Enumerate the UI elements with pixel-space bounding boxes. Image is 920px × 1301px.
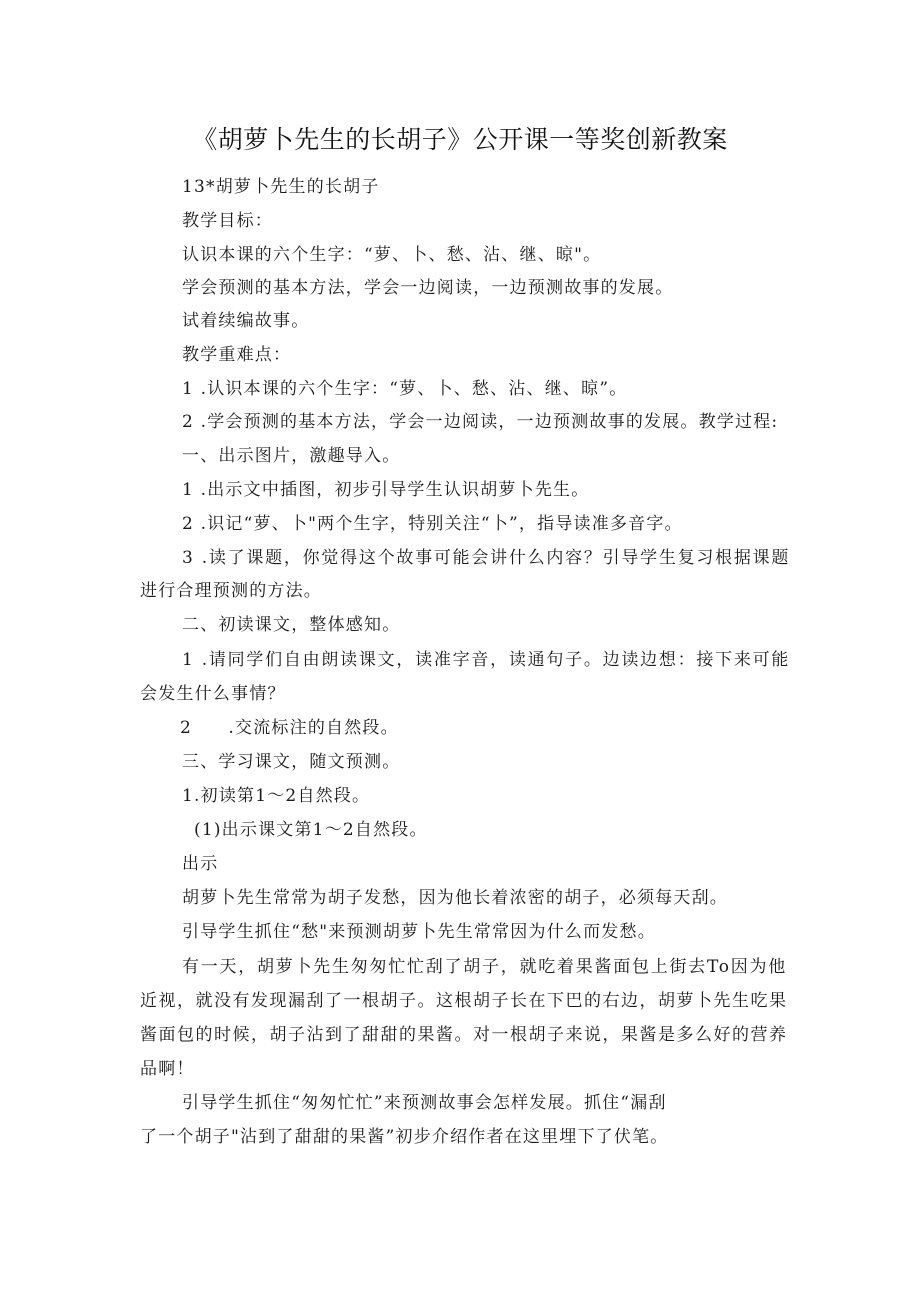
label-show: 出示: [182, 854, 219, 874]
section-heading: 二、初读课文，整体感知。: [182, 615, 401, 635]
section-heading: 一、出示图片，激趣导入。: [182, 446, 401, 466]
list-item: 2 .识记“萝、卜"两个生字，特别关注“卜”，指导读准多音字。: [182, 514, 683, 534]
quoted-text: 酱面包的时候，胡子沾到了甜甜的果酱。对一根胡子来说，果酱是多么好的营养: [140, 1025, 788, 1045]
section-label-key-points: 教学重难点：: [182, 345, 292, 365]
list-item: 2 .学会预测的基本方法，学会一边阅读，一边预测故事的发展。教学过程:: [182, 412, 779, 432]
paragraph: 引导学生抓住“愁"来预测胡萝卜先生常常因为什么而发愁。: [182, 922, 656, 942]
sub-list-item: (1)出示课文第1～2自然段。: [194, 820, 428, 840]
section-label-objectives: 教学目标：: [182, 211, 273, 231]
quoted-text: 有一天，胡萝卜先生匆匆忙忙刮了胡子，就吃着果酱面包上街去To因为他: [182, 957, 788, 977]
quoted-text: 胡萝卜先生常常为胡子发愁，因为他长着浓密的胡子，必须每天刮。: [182, 888, 728, 908]
quoted-text: 近视，就没有发现漏刮了一根胡子。这根胡子长在下巴的右边，胡萝卜先生吃果: [140, 991, 788, 1011]
quoted-text: 品啊！: [140, 1059, 195, 1079]
list-item: 1 .认识本课的六个生字：“萝、卜、愁、沾、继、晾”。: [182, 379, 628, 399]
paragraph: 认识本课的六个生字：“萝、卜、愁、沾、继、晾"。: [182, 245, 602, 265]
list-item: 3 .读了课题，你觉得这个故事可能会讲什么内容？引导学生复习根据课题: [182, 548, 791, 568]
lesson-heading: 13*胡萝卜先生的长胡子: [182, 177, 380, 197]
list-item: 1 .请同学们自由朗读课文，读准字音，读通句子。边读边想：接下来可能: [182, 650, 791, 670]
paragraph: 了一个胡子"沾到了甜甜的果酱”初步介绍作者在这里埋下了伏笔。: [140, 1127, 669, 1147]
paragraph: 学会预测的基本方法，学会一边阅读，一边预测故事的发展。: [182, 278, 674, 298]
list-item: 2 .交流标注的自然段。: [180, 718, 399, 738]
list-item: 1.初读第1～2自然段。: [182, 786, 371, 806]
paragraph: 引导学生抓住“匆匆忙忙”来预测故事会怎样发展。抓住“漏刮: [182, 1093, 667, 1113]
section-heading: 三、学习课文，随文预测。: [182, 752, 401, 772]
paragraph: 试着续编故事。: [182, 311, 310, 331]
document-title: 《胡萝卜先生的长胡子》公开课一等奖创新教案: [192, 125, 728, 154]
list-item: 1 .出示文中插图，初步引导学生认识胡萝卜先生。: [182, 480, 590, 500]
list-item-continuation: 会发生什么事情？: [140, 684, 286, 704]
list-item-continuation: 进行合理预测的方法。: [140, 581, 322, 601]
